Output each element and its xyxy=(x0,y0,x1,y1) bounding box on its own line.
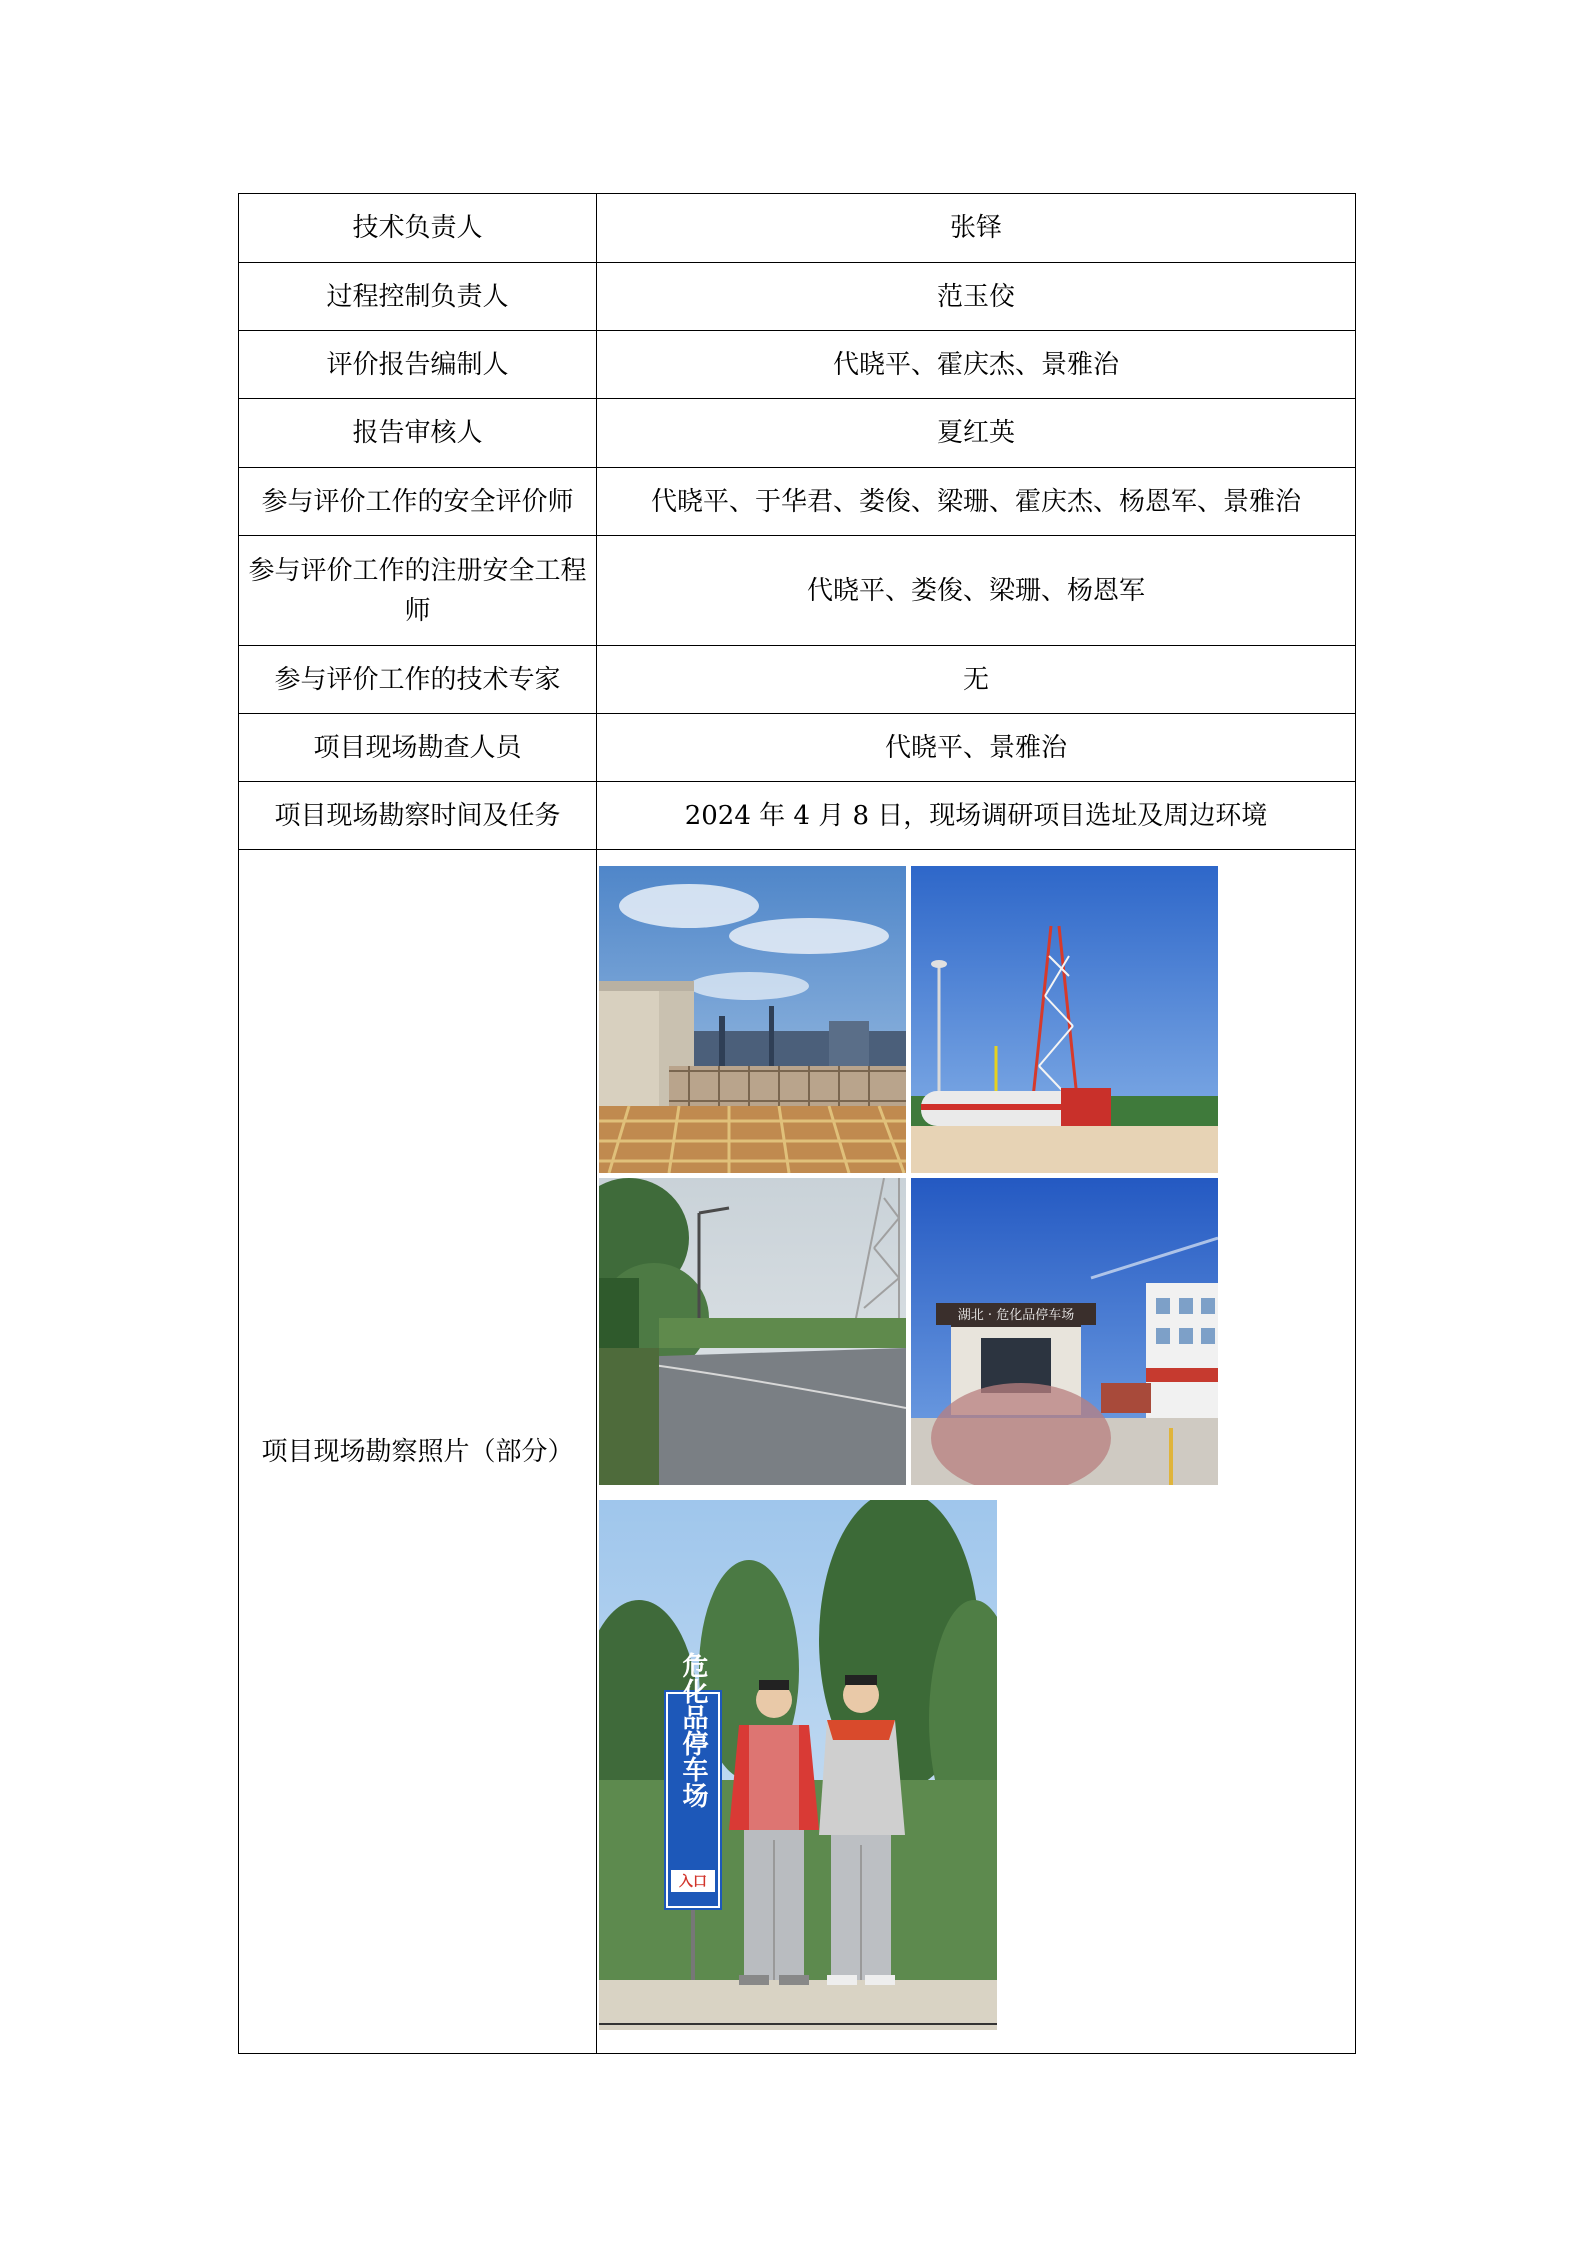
photos-label: 项目现场勘察照片（部分） xyxy=(239,850,597,2054)
row-value: 张铎 xyxy=(597,194,1356,263)
table-row xyxy=(239,468,1356,536)
row-value: 代晓平、娄俊、梁珊、杨恩军 xyxy=(597,536,1356,646)
photos-row xyxy=(239,850,1356,2054)
row-value: 代晓平、景雅治 xyxy=(597,714,1356,782)
row-value: 代晓平、于华君、娄俊、梁珊、霍庆杰、杨恩军、景雅治 xyxy=(597,468,1356,536)
factory-gate-photo xyxy=(599,866,906,1173)
row-label: 报告审核人 xyxy=(239,399,597,468)
tower-tanker-photo xyxy=(911,866,1218,1173)
photos-cell xyxy=(597,850,1356,2054)
row-label: 项目现场勘查人员 xyxy=(239,714,597,782)
table-row xyxy=(239,331,1356,399)
row-label: 项目现场勘察时间及任务 xyxy=(239,782,597,850)
table-row xyxy=(239,646,1356,714)
row-label: 技术负责人 xyxy=(239,194,597,263)
row-value: 无 xyxy=(597,646,1356,714)
road-tower-photo xyxy=(599,1178,906,1485)
info-table xyxy=(238,193,1356,2054)
table-row xyxy=(239,782,1356,850)
row-value: 代晓平、霍庆杰、景雅治 xyxy=(597,331,1356,399)
inspectors-photo xyxy=(599,1500,997,2030)
row-value: 范玉佼 xyxy=(597,263,1356,331)
row-value: 夏红英 xyxy=(597,399,1356,468)
row-label: 参与评价工作的技术专家 xyxy=(239,646,597,714)
parking-sign-text: 危化品停车场 xyxy=(678,1652,708,1808)
table-row xyxy=(239,536,1356,646)
row-label: 过程控制负责人 xyxy=(239,263,597,331)
table-row xyxy=(239,714,1356,782)
parking-sign-sub: 入口 xyxy=(679,1874,707,1890)
table-row xyxy=(239,263,1356,331)
table-row xyxy=(239,399,1356,468)
checkpoint-building-photo xyxy=(911,1178,1218,1485)
checkpoint-sign-text: 湖北 · 危化品停车场 xyxy=(957,1308,1075,1323)
row-label: 参与评价工作的注册安全工程师 xyxy=(239,536,597,646)
row-label: 参与评价工作的安全评价师 xyxy=(239,468,597,536)
row-value: 2024 年 4 月 8 日，现场调研项目选址及周边环境 xyxy=(597,782,1356,850)
table-row xyxy=(239,194,1356,263)
row-label: 评价报告编制人 xyxy=(239,331,597,399)
